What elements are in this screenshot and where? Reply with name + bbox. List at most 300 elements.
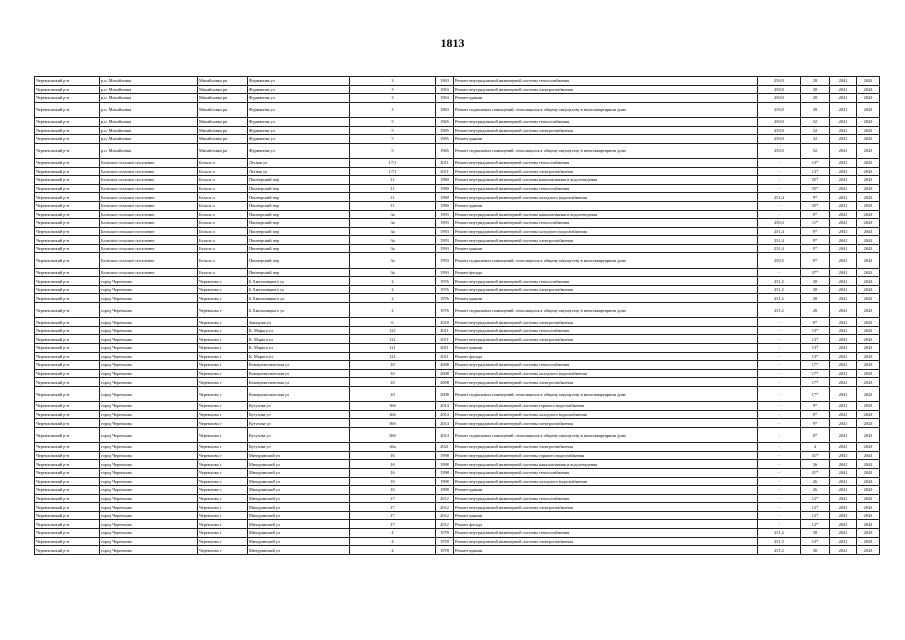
settlement-cell: р.п. Михайловка	[100, 126, 198, 135]
end-year-cell: 2043	[857, 210, 880, 219]
service-life-cell: 12*	[801, 494, 830, 503]
district-cell: Черемховский р-н	[35, 451, 100, 460]
district-cell: Черемховский р-н	[35, 386, 100, 401]
end-year-cell: 2043	[857, 303, 880, 318]
settlement-cell: город Черемхово	[100, 344, 198, 353]
house-number-cell: 11	[350, 176, 436, 185]
build-year-cell: 2008	[436, 369, 454, 378]
service-life-cell: 38	[801, 529, 830, 538]
table-row	[35, 201, 880, 210]
end-year-cell: 2043	[857, 227, 880, 236]
end-year-cell: 2043	[857, 94, 880, 103]
service-life-cell: 13*	[801, 352, 830, 361]
start-year-cell: 2041	[830, 277, 857, 286]
build-year-cell: 1993	[436, 219, 454, 228]
unit-cost-cell: -	[758, 344, 801, 353]
unit-cost-cell: 250,0	[758, 135, 801, 144]
service-life-cell: 28	[801, 102, 830, 117]
street-cell: Западная ул	[248, 318, 350, 327]
house-number-cell: 5	[350, 135, 436, 144]
table-row	[35, 443, 880, 452]
locality-cell: Черемхово г	[198, 468, 248, 477]
start-year-cell: 2041	[830, 94, 857, 103]
start-year-cell: 2041	[830, 326, 857, 335]
start-year-cell: 2041	[830, 176, 857, 185]
end-year-cell: 2043	[857, 477, 880, 486]
house-number-cell: 3	[350, 102, 436, 117]
table-row	[35, 369, 880, 378]
locality-cell: Черемхово г	[198, 427, 248, 442]
street-cell: Мичуринский ул	[248, 520, 350, 529]
end-year-cell: 2043	[857, 143, 880, 158]
house-number-cell: 121	[350, 326, 436, 335]
district-cell: Черемховский р-н	[35, 369, 100, 378]
street-cell: Мичуринский ул	[248, 529, 350, 538]
locality-cell: Бельск п	[198, 244, 248, 253]
district-cell: Черемховский р-н	[35, 85, 100, 94]
service-life-cell: 9*	[801, 402, 830, 411]
settlement-cell: р.п. Михайловка	[100, 102, 198, 117]
locality-cell: Черемхово г	[198, 378, 248, 387]
settlement-cell: Бельское сельское поселение	[100, 158, 198, 167]
district-cell: Черемховский р-н	[35, 537, 100, 546]
end-year-cell: 2043	[857, 326, 880, 335]
work-type-cell: Ремонт внутридомовой инженерной системы горячего водоснабжения	[454, 402, 758, 411]
house-number-cell: 17	[350, 511, 436, 520]
start-year-cell: 2041	[830, 294, 857, 303]
settlement-cell: Бельское сельское поселение	[100, 244, 198, 253]
service-life-cell: 28	[801, 303, 830, 318]
work-type-cell: Ремонт фасада	[454, 520, 758, 529]
locality-cell: Черемхово г	[198, 402, 248, 411]
district-cell: Черемховский р-н	[35, 468, 100, 477]
house-number-cell: 10	[350, 369, 436, 378]
unit-cost-cell: -	[758, 378, 801, 387]
unit-cost-cell: 251,2	[758, 277, 801, 286]
district-cell: Черемховский р-н	[35, 219, 100, 228]
end-year-cell: 2043	[857, 176, 880, 185]
end-year-cell: 2043	[857, 126, 880, 135]
work-type-cell: Ремонт внутридомовой инженерной системы электроснабжения	[454, 443, 758, 452]
street-cell: Мичуринский ул	[248, 537, 350, 546]
table-row	[35, 468, 880, 477]
district-cell: Черемховский р-н	[35, 268, 100, 277]
settlement-cell: р.п. Михайловка	[100, 85, 198, 94]
district-cell: Черемховский р-н	[35, 477, 100, 486]
table-row	[35, 352, 880, 361]
district-cell: Черемховский р-н	[35, 529, 100, 538]
street-cell: Коммунистическая ул	[248, 361, 350, 370]
table-row	[35, 285, 880, 294]
build-year-cell: 1965	[436, 126, 454, 135]
unit-cost-cell: 250,0	[758, 77, 801, 86]
house-number-cell: 16	[350, 468, 436, 477]
build-year-cell: 1993	[436, 210, 454, 219]
start-year-cell: 2041	[830, 352, 857, 361]
house-number-cell: 4	[350, 529, 436, 538]
table-row	[35, 94, 880, 103]
street-cell: Пионерский пер	[248, 210, 350, 219]
locality-cell: Черемхово г	[198, 494, 248, 503]
end-year-cell: 2043	[857, 378, 880, 387]
table-row	[35, 227, 880, 236]
settlement-cell: Бельское сельское поселение	[100, 193, 198, 202]
start-year-cell: 2041	[830, 285, 857, 294]
service-life-cell: 9*	[801, 227, 830, 236]
settlement-cell: город Черемхово	[100, 402, 198, 411]
end-year-cell: 2043	[857, 520, 880, 529]
service-life-cell: 8*	[801, 253, 830, 268]
work-type-cell: Ремонт внутридомовой инженерной системы холодного водоснабжения	[454, 193, 758, 202]
start-year-cell: 2041	[830, 117, 857, 126]
build-year-cell: 1998	[436, 477, 454, 486]
settlement-cell: город Черемхово	[100, 443, 198, 452]
end-year-cell: 2043	[857, 85, 880, 94]
settlement-cell: город Черемхово	[100, 277, 198, 286]
table-row	[35, 344, 880, 353]
house-number-cell: 4	[350, 537, 436, 546]
unit-cost-cell: 251,2	[758, 546, 801, 555]
build-year-cell: 2011	[436, 352, 454, 361]
house-number-cell: 4	[350, 546, 436, 555]
service-life-cell: 13*	[801, 335, 830, 344]
service-life-cell: 12*	[801, 503, 830, 512]
build-year-cell: 1963	[436, 77, 454, 86]
house-number-cell: 3	[350, 94, 436, 103]
end-year-cell: 2043	[857, 503, 880, 512]
district-cell: Черемховский р-н	[35, 253, 100, 268]
end-year-cell: 2043	[857, 219, 880, 228]
settlement-cell: Бельское сельское поселение	[100, 236, 198, 245]
locality-cell: Черемхово г	[198, 285, 248, 294]
locality-cell: Бельск п	[198, 227, 248, 236]
end-year-cell: 2043	[857, 167, 880, 176]
unit-cost-cell: -	[758, 386, 801, 401]
service-life-cell: 8*	[801, 427, 830, 442]
house-number-cell: 3	[350, 77, 436, 86]
unit-cost-cell: -	[758, 352, 801, 361]
start-year-cell: 2041	[830, 143, 857, 158]
district-cell: Черемховский р-н	[35, 419, 100, 428]
table-row	[35, 244, 880, 253]
work-type-cell: Ремонт крыши	[454, 294, 758, 303]
street-cell: Фурманова ул	[248, 126, 350, 135]
work-type-cell: Ремонт внутридомовой инженерной системы теплоснабжения	[454, 529, 758, 538]
locality-cell: Черемхово г	[198, 486, 248, 495]
end-year-cell: 2043	[857, 494, 880, 503]
table-row	[35, 402, 880, 411]
locality-cell: Черемхово г	[198, 546, 248, 555]
start-year-cell: 2041	[830, 529, 857, 538]
work-type-cell: Ремонт подвальных помещений, относящихся к общему имуществу в многоквартирном доме	[454, 143, 758, 158]
unit-cost-cell: -	[758, 451, 801, 460]
end-year-cell: 2043	[857, 369, 880, 378]
work-type-cell: Ремонт внутридомовой инженерной системы электроснабжения	[454, 126, 758, 135]
start-year-cell: 2041	[830, 511, 857, 520]
end-year-cell: 2043	[857, 201, 880, 210]
build-year-cell: 2008	[436, 361, 454, 370]
start-year-cell: 2041	[830, 219, 857, 228]
district-cell: Черемховский р-н	[35, 427, 100, 442]
work-type-cell: Ремонт внутридомовой инженерной системы теплоснабжения	[454, 184, 758, 193]
locality-cell: Черемхово г	[198, 410, 248, 419]
table-row	[35, 511, 880, 520]
unit-cost-cell: -	[758, 210, 801, 219]
work-type-cell: Ремонт внутридомовой инженерной системы электроснабжения	[454, 85, 758, 94]
service-life-cell: 9*	[801, 419, 830, 428]
work-type-cell: Ремонт крыши	[454, 201, 758, 210]
house-number-cell: 3a	[350, 219, 436, 228]
table-row	[35, 460, 880, 469]
service-life-cell: 31*	[801, 468, 830, 477]
settlement-cell: город Черемхово	[100, 546, 198, 555]
settlement-cell: город Черемхово	[100, 285, 198, 294]
table-row	[35, 158, 880, 167]
street-cell: Лесная ул	[248, 158, 350, 167]
house-number-cell: 10	[350, 361, 436, 370]
unit-cost-cell: -	[758, 443, 801, 452]
build-year-cell: 2008	[436, 386, 454, 401]
start-year-cell: 2041	[830, 227, 857, 236]
build-year-cell: 1963	[436, 94, 454, 103]
unit-cost-cell: 251,2	[758, 285, 801, 294]
table-row	[35, 537, 880, 546]
street-cell: Кутузова ул	[248, 402, 350, 411]
service-life-cell: 55*	[801, 201, 830, 210]
work-type-cell: Ремонт внутридомовой инженерной системы холодного водоснабжения	[454, 410, 758, 419]
table-row	[35, 268, 880, 277]
district-cell: Черемховский р-н	[35, 443, 100, 452]
end-year-cell: 2043	[857, 344, 880, 353]
locality-cell: Бельск п	[198, 193, 248, 202]
district-cell: Черемховский р-н	[35, 294, 100, 303]
street-cell: Кутузова ул	[248, 427, 350, 442]
work-type-cell: Ремонт внутридомовой инженерной системы электроснабжения	[454, 285, 758, 294]
unit-cost-cell: -	[758, 369, 801, 378]
street-cell: Кутузова ул	[248, 443, 350, 452]
house-number-cell: 11	[350, 201, 436, 210]
unit-cost-cell: 251,4	[758, 227, 801, 236]
house-number-cell: 2	[350, 303, 436, 318]
locality-cell: Бельск п	[198, 268, 248, 277]
locality-cell: Черемхово г	[198, 537, 248, 546]
unit-cost-cell: -	[758, 326, 801, 335]
work-type-cell: Ремонт подвальных помещений, относящихся к общему имуществу в многоквартирном доме	[454, 102, 758, 117]
end-year-cell: 2043	[857, 546, 880, 555]
unit-cost-cell: -	[758, 477, 801, 486]
district-cell: Черемховский р-н	[35, 520, 100, 529]
settlement-cell: Бельское сельское поселение	[100, 219, 198, 228]
locality-cell: Михайловка рп	[198, 77, 248, 86]
work-type-cell: Ремонт внутридомовой инженерной системы электроснабжения	[454, 318, 758, 327]
district-cell: Черемховский р-н	[35, 503, 100, 512]
table-row	[35, 184, 880, 193]
build-year-cell: 2012	[436, 503, 454, 512]
district-cell: Черемховский р-н	[35, 126, 100, 135]
street-cell: Мичуринский ул	[248, 546, 350, 555]
district-cell: Черемховский р-н	[35, 303, 100, 318]
street-cell: Коммунистическая ул	[248, 386, 350, 401]
street-cell: Коммунистическая ул	[248, 378, 350, 387]
unit-cost-cell: 250,0	[758, 102, 801, 117]
start-year-cell: 2041	[830, 244, 857, 253]
settlement-cell: город Черемхово	[100, 520, 198, 529]
start-year-cell: 2041	[830, 520, 857, 529]
service-life-cell: 12*	[801, 520, 830, 529]
street-cell: Мичуринский ул	[248, 451, 350, 460]
work-type-cell: Ремонт внутридомовой инженерной системы теплоснабжения	[454, 494, 758, 503]
unit-cost-cell: 250,0	[758, 94, 801, 103]
unit-cost-cell: 250,0	[758, 85, 801, 94]
service-life-cell: 13*	[801, 158, 830, 167]
district-cell: Черемховский р-н	[35, 277, 100, 286]
settlement-cell: город Черемхово	[100, 369, 198, 378]
service-life-cell: 9*	[801, 410, 830, 419]
build-year-cell: 1993	[436, 268, 454, 277]
work-type-cell: Ремонт крыши	[454, 244, 758, 253]
table-row	[35, 378, 880, 387]
street-cell: Пионерский пер	[248, 236, 350, 245]
house-number-cell: 121	[350, 335, 436, 344]
end-year-cell: 2043	[857, 244, 880, 253]
locality-cell: Черемхово г	[198, 318, 248, 327]
house-number-cell: 16	[350, 477, 436, 486]
service-life-cell: 28	[801, 294, 830, 303]
street-cell: Пионерский пер	[248, 176, 350, 185]
street-cell: Пионерский пер	[248, 201, 350, 210]
table-row	[35, 451, 880, 460]
start-year-cell: 2041	[830, 85, 857, 94]
district-cell: Черемховский р-н	[35, 318, 100, 327]
district-cell: Черемховский р-н	[35, 244, 100, 253]
service-life-cell: 32	[801, 143, 830, 158]
table-row	[35, 486, 880, 495]
unit-cost-cell: 251,4	[758, 236, 801, 245]
start-year-cell: 2041	[830, 546, 857, 555]
start-year-cell: 2041	[830, 201, 857, 210]
work-type-cell: Ремонт внутридомовой инженерной системы холодного водоснабжения	[454, 227, 758, 236]
unit-cost-cell: 250,5	[758, 253, 801, 268]
build-year-cell: 2011	[436, 167, 454, 176]
unit-cost-cell: 250,0	[758, 143, 801, 158]
build-year-cell: 1965	[436, 117, 454, 126]
table-row	[35, 427, 880, 442]
locality-cell: Михайловка рп	[198, 126, 248, 135]
unit-cost-cell: -	[758, 361, 801, 370]
build-year-cell: 2014	[436, 427, 454, 442]
table-row	[35, 77, 880, 86]
work-type-cell: Ремонт подвальных помещений, относящихся к общему имуществу в многоквартирном доме	[454, 386, 758, 401]
work-type-cell: Ремонт подвальных помещений, относящихся к общему имуществу в многоквартирном доме	[454, 303, 758, 318]
locality-cell: Бельск п	[198, 219, 248, 228]
street-cell: Фурманова ул	[248, 94, 350, 103]
start-year-cell: 2041	[830, 486, 857, 495]
table-row	[35, 529, 880, 538]
locality-cell: Бельск п	[198, 176, 248, 185]
district-cell: Черемховский р-н	[35, 494, 100, 503]
service-life-cell: 26	[801, 486, 830, 495]
service-life-cell: 32	[801, 126, 830, 135]
street-cell: Пионерский пер	[248, 227, 350, 236]
district-cell: Черемховский р-н	[35, 77, 100, 86]
build-year-cell: 1976	[436, 277, 454, 286]
build-year-cell: 1980	[436, 193, 454, 202]
end-year-cell: 2043	[857, 361, 880, 370]
street-cell: Фурманова ул	[248, 85, 350, 94]
build-year-cell: 2012	[436, 520, 454, 529]
start-year-cell: 2041	[830, 158, 857, 167]
street-cell: Б.Хмельницкого ул	[248, 303, 350, 318]
district-cell: Черемховский р-н	[35, 135, 100, 144]
unit-cost-cell: 251,4	[758, 193, 801, 202]
unit-cost-cell: -	[758, 184, 801, 193]
table-row	[35, 386, 880, 401]
start-year-cell: 2041	[830, 126, 857, 135]
table-row	[35, 494, 880, 503]
service-life-cell: 13*	[801, 537, 830, 546]
settlement-cell: Бельское сельское поселение	[100, 184, 198, 193]
work-type-cell: Ремонт внутридомовой инженерной системы канализования и водоотведения	[454, 460, 758, 469]
start-year-cell: 2041	[830, 77, 857, 86]
house-number-cell: 5	[350, 117, 436, 126]
settlement-cell: город Черемхово	[100, 303, 198, 318]
end-year-cell: 2043	[857, 193, 880, 202]
build-year-cell: 1993	[436, 253, 454, 268]
settlement-cell: город Черемхово	[100, 511, 198, 520]
house-number-cell: 17/1	[350, 158, 436, 167]
street-cell: Б.Хмельницкого ул	[248, 285, 350, 294]
build-year-cell: 2011	[436, 335, 454, 344]
end-year-cell: 2043	[857, 102, 880, 117]
street-cell: К. Маркса ул	[248, 352, 350, 361]
settlement-cell: город Черемхово	[100, 335, 198, 344]
settlement-cell: город Черемхово	[100, 537, 198, 546]
service-life-cell: 9*	[801, 210, 830, 219]
start-year-cell: 2041	[830, 386, 857, 401]
unit-cost-cell: -	[758, 468, 801, 477]
table-row	[35, 143, 880, 158]
locality-cell: Михайловка рп	[198, 85, 248, 94]
table-row	[35, 219, 880, 228]
street-cell: Кутузова ул	[248, 410, 350, 419]
locality-cell: Черемхово г	[198, 344, 248, 353]
end-year-cell: 2043	[857, 486, 880, 495]
house-number-cell: 17/1	[350, 167, 436, 176]
registry-body	[35, 77, 880, 555]
start-year-cell: 2041	[830, 443, 857, 452]
service-life-cell: 13*	[801, 344, 830, 353]
start-year-cell: 2041	[830, 537, 857, 546]
locality-cell: Черемхово г	[198, 369, 248, 378]
work-type-cell: Ремонт крыши	[454, 546, 758, 555]
house-number-cell: 3	[350, 85, 436, 94]
locality-cell: Бельск п	[198, 210, 248, 219]
service-life-cell: 32	[801, 135, 830, 144]
street-cell: Пионерский пер	[248, 184, 350, 193]
house-number-cell: 3a	[350, 227, 436, 236]
settlement-cell: город Черемхово	[100, 503, 198, 512]
unit-cost-cell: -	[758, 427, 801, 442]
work-type-cell: Ремонт внутридомовой инженерной системы теплоснабжения	[454, 77, 758, 86]
settlement-cell: Бельское сельское поселение	[100, 268, 198, 277]
house-number-cell: 121	[350, 344, 436, 353]
build-year-cell: 2008	[436, 378, 454, 387]
service-life-cell: 31*	[801, 451, 830, 460]
district-cell: Черемховский р-н	[35, 167, 100, 176]
page-number: 1813	[440, 36, 465, 50]
locality-cell: Черемхово г	[198, 529, 248, 538]
table-row	[35, 477, 880, 486]
